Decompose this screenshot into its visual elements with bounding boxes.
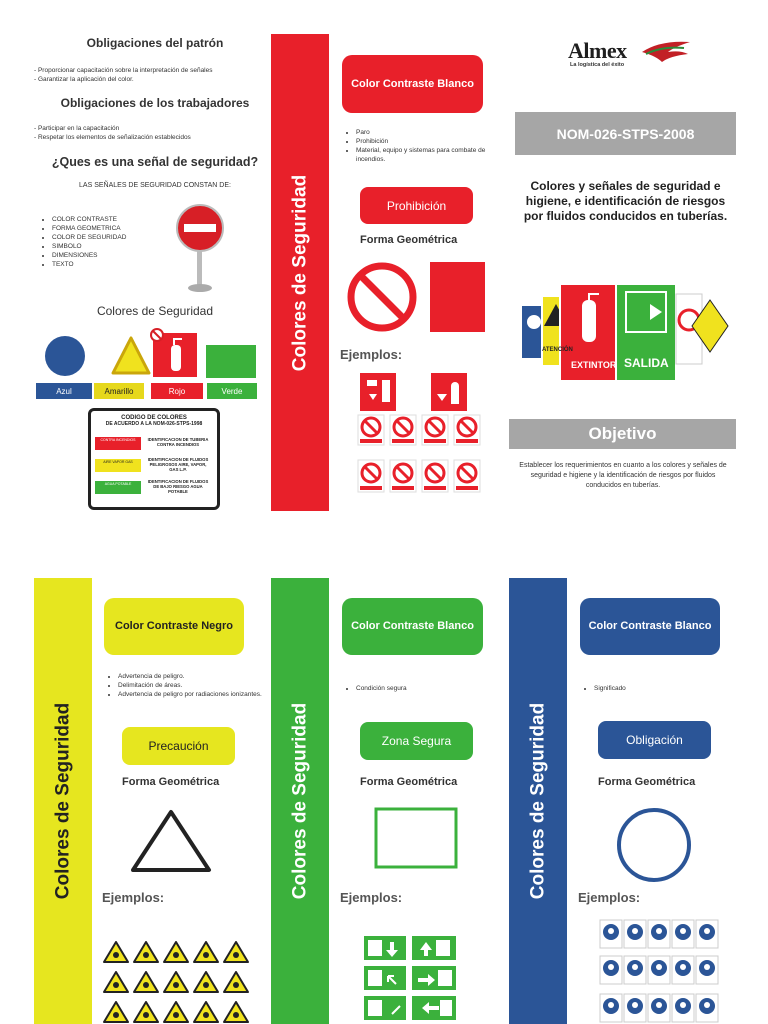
codigo-band-yellow: AIRE VAPOR GAS bbox=[95, 459, 141, 472]
prohibition-examples-icon bbox=[355, 370, 485, 505]
forma-label: Forma Geométrica bbox=[598, 776, 696, 788]
codigo-desc: IDENTIFICACION DE TUBERIA CONTRA INCENDIOS bbox=[147, 437, 209, 447]
contraste-pill: Color Contraste Blanco bbox=[342, 55, 483, 113]
list-item: • Material, equipo y sistemas para combate de incendios. bbox=[356, 146, 496, 164]
swatch-label-amarillo: Amarillo bbox=[94, 383, 144, 399]
list-item: • Condición segura bbox=[356, 684, 506, 693]
list-item: - Garantizar la aplicación del color. bbox=[34, 76, 134, 83]
significado-list bbox=[580, 684, 744, 693]
logo-text: Almex bbox=[568, 38, 627, 63]
constan-text: LAS SEÑALES DE SEGURIDAD CONSTAN DE: bbox=[79, 182, 231, 189]
band-title: Colores de Seguridad bbox=[527, 702, 549, 900]
list-item: • TEXTO bbox=[52, 260, 172, 269]
codigo-band-red: CONTRA INCENDIOS bbox=[95, 437, 141, 450]
list-item: - Participar en la capacitación bbox=[34, 125, 120, 132]
list-item: • Significado bbox=[594, 684, 744, 693]
swatch-label-azul: Azul bbox=[36, 383, 92, 399]
list-item: • FORMA GEOMETRICA bbox=[52, 224, 172, 233]
trabajadores-list bbox=[34, 124, 274, 142]
list-item: • COLOR DE SEGURIDAD bbox=[52, 233, 172, 242]
tipo-pill: Prohibición bbox=[360, 187, 473, 224]
ejemplos-label: Ejemplos: bbox=[340, 890, 403, 905]
stop-sign-icon bbox=[170, 200, 230, 295]
band-red bbox=[271, 34, 329, 511]
band-yellow bbox=[34, 578, 92, 1024]
eagle-logo-icon bbox=[640, 38, 692, 66]
ejemplos-label: Ejemplos: bbox=[102, 890, 165, 905]
heading-obligaciones-trabajadores: Obligaciones de los trabajadores bbox=[60, 96, 250, 110]
significado-list bbox=[342, 128, 496, 164]
list-item: • SIMBOLO bbox=[52, 242, 172, 251]
contraste-pill: Color Contraste Blanco bbox=[342, 598, 483, 655]
band-blue bbox=[509, 578, 567, 1024]
warning-examples-icon bbox=[100, 938, 252, 1024]
list-item: • Prohibición bbox=[356, 137, 496, 146]
ejemplos-label: Ejemplos: bbox=[340, 347, 403, 362]
significado-list bbox=[104, 672, 268, 699]
band-title: Colores de Seguridad bbox=[289, 174, 311, 371]
list-item: • Paro bbox=[356, 128, 496, 137]
rectangle-shape-icon bbox=[374, 807, 458, 871]
tipo-pill: Zona Segura bbox=[360, 722, 473, 760]
list-item: • Advertencia de peligro por radiaciones ionizantes. bbox=[118, 690, 268, 699]
band-green bbox=[271, 578, 329, 1024]
cover-title: Colores y señales de seguridad e higiene, e identificación de riesgos por fluidos conducidos en tuberías. bbox=[523, 179, 728, 223]
contraste-pill: Color Contraste Blanco bbox=[580, 598, 720, 655]
significado-list bbox=[342, 684, 506, 693]
logo-tagline: La logística del éxito bbox=[570, 62, 625, 68]
codigo-colores-board bbox=[88, 408, 220, 510]
prohibition-shape-icon bbox=[345, 262, 487, 334]
heading-obligaciones-patron: Obligaciones del patrón bbox=[86, 36, 224, 50]
heading-que-es-senal: ¿Ques es una señal de seguridad? bbox=[51, 155, 259, 169]
list-item: - Proporcionar capacitación sobre la interpretación de señales bbox=[34, 67, 213, 74]
list-item: - Respetar los elementos de señalización establecidos bbox=[34, 134, 191, 141]
tipo-pill: Precaución bbox=[122, 727, 235, 765]
heading-colores-seguridad: Colores de Seguridad bbox=[96, 304, 214, 318]
list-item: • COLOR CONTRASTE bbox=[52, 215, 172, 224]
mandatory-examples-icon bbox=[598, 918, 720, 1024]
patron-list bbox=[34, 66, 274, 84]
objetivo-banner: Objetivo bbox=[509, 419, 736, 449]
band-title: Colores de Seguridad bbox=[289, 702, 311, 900]
contraste-pill: Color Contraste Negro bbox=[104, 598, 244, 655]
codigo-band-green: AGUA POTABLE bbox=[95, 481, 141, 494]
codigo-subtitle: DE ACUERDO A LA NOM-026-STPS-1998 bbox=[105, 421, 203, 427]
forma-label: Forma Geométrica bbox=[360, 234, 458, 246]
codigo-desc: IDENTIFICACION DE FLUIDOS DE BAJO RIESGO AGUA POTABLE bbox=[147, 479, 209, 494]
swatch-label-rojo: Rojo bbox=[151, 383, 203, 399]
forma-label: Forma Geométrica bbox=[360, 776, 458, 788]
norma-banner: NOM-026-STPS-2008 bbox=[515, 112, 736, 155]
exit-examples-icon bbox=[362, 934, 458, 1024]
tipo-pill: Obligación bbox=[598, 721, 711, 759]
list-item: • Advertencia de peligro. bbox=[118, 672, 268, 681]
objetivo-text: Establecer los requerimientos en cuanto a los colores y señales de seguridad e higiene y la identificación de riesgos por fluidos conducidos en tuberías. bbox=[519, 462, 727, 489]
triangle-shape-icon bbox=[128, 806, 214, 876]
forma-label: Forma Geométrica bbox=[122, 776, 220, 788]
circle-shape-icon bbox=[614, 805, 694, 885]
sign-text-atencion: ATENCIÓN bbox=[542, 347, 573, 353]
list-item: • Delimitación de áreas. bbox=[118, 681, 268, 690]
swatch-label-verde: Verde bbox=[207, 383, 257, 399]
sign-text-extintor: EXTINTOR bbox=[571, 360, 617, 370]
codigo-title: CODIGO DE COLORES bbox=[121, 415, 187, 421]
ejemplos-label: Ejemplos: bbox=[578, 890, 641, 905]
sign-text-salida: SALIDA bbox=[624, 356, 669, 370]
codigo-desc: IDENTIFICACION DE FLUIDOS PELIGROSOS AIRE, VAPOR, GAS L.P. bbox=[147, 457, 209, 472]
list-item: • DIMENSIONES bbox=[52, 251, 172, 260]
band-title: Colores de Seguridad bbox=[52, 702, 74, 900]
elementos-list bbox=[38, 215, 172, 269]
extinguisher-icon bbox=[148, 325, 192, 377]
